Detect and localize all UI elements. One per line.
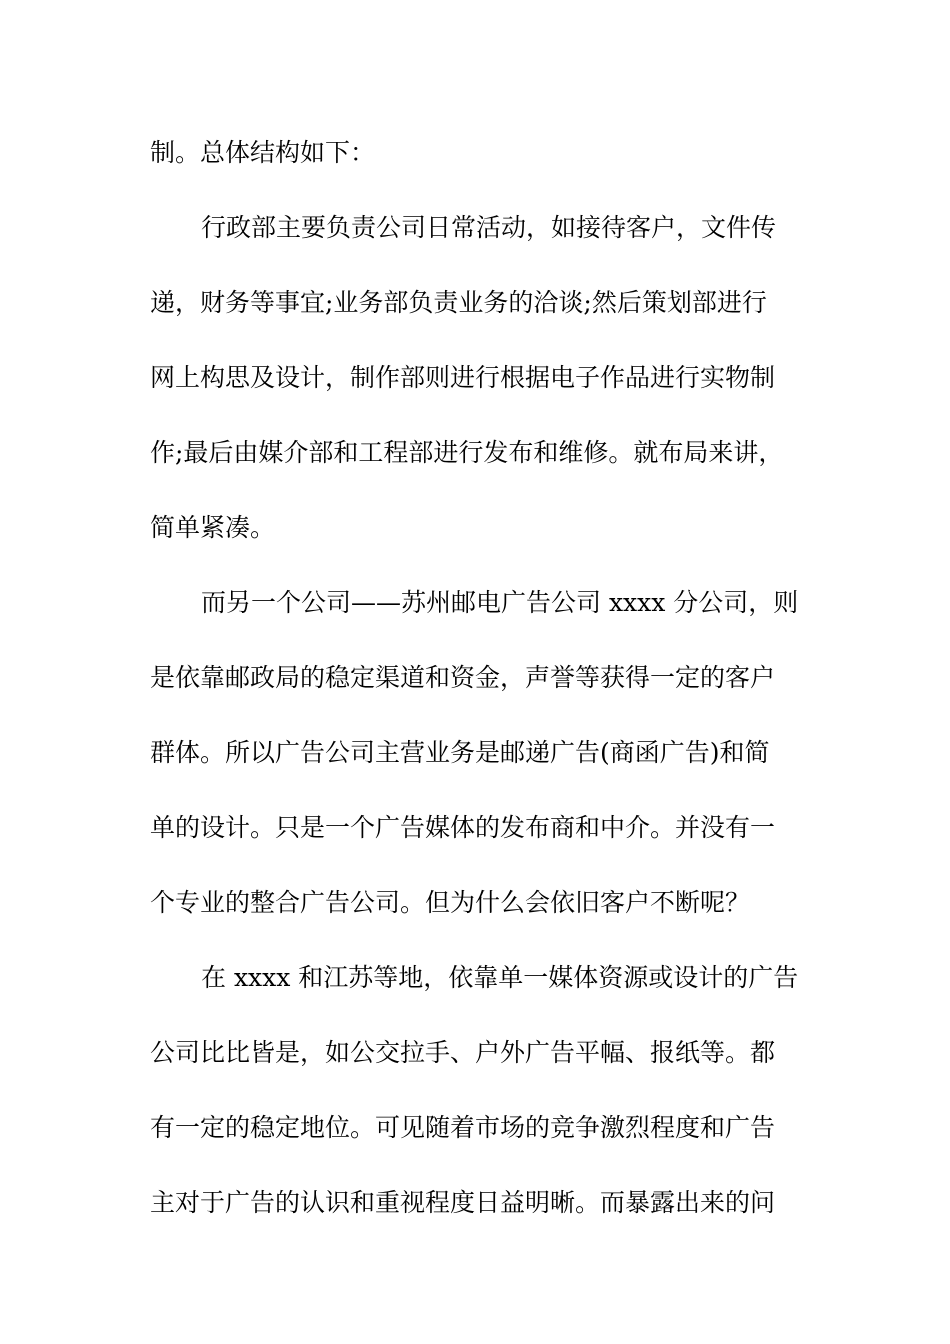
text-line: 作;最后由媒介部和工程部进行发布和维修。就布局来讲， xyxy=(150,438,784,467)
document-body xyxy=(150,115,810,1240)
text-line: 群体。所以广告公司主营业务是邮递广告(商函广告)和简 xyxy=(150,738,770,767)
text-line: 网上构思及设计，制作部则进行根据电子作品进行实物制 xyxy=(150,363,776,392)
text-line: 简单紧凑。 xyxy=(150,513,276,542)
text-line: 有一定的稳定地位。可见随着市场的竞争激烈程度和广告 xyxy=(150,1113,776,1142)
text-line: 是依靠邮政局的稳定渠道和资金，声誉等获得一定的客户 xyxy=(150,663,776,692)
text-line: 递，财务等事宜;业务部负责业务的洽谈;然后策划部进行 xyxy=(150,288,767,317)
text-line: 行政部主要负责公司日常活动，如接待客户，文件传 xyxy=(201,213,777,242)
text-line: 主对于广告的认识和重视程度日益明晰。而暴露出来的问 xyxy=(150,1188,776,1217)
text-line: 公司比比皆是，如公交拉手、户外广告平幅、报纸等。都 xyxy=(150,1038,776,1067)
text-line: 而另一个公司——苏州邮电广告公司 xxxx 分公司，则 xyxy=(201,588,799,617)
text-line: 个专业的整合广告公司。但为什么会依旧客户不断呢？ xyxy=(150,888,751,917)
text-line: 制。总体结构如下： xyxy=(150,138,376,167)
text-line: 单的设计。只是一个广告媒体的发布商和中介。并没有一 xyxy=(150,813,776,842)
text-line: 在 xxxx 和江苏等地，依靠单一媒体资源或设计的广告 xyxy=(201,963,799,992)
